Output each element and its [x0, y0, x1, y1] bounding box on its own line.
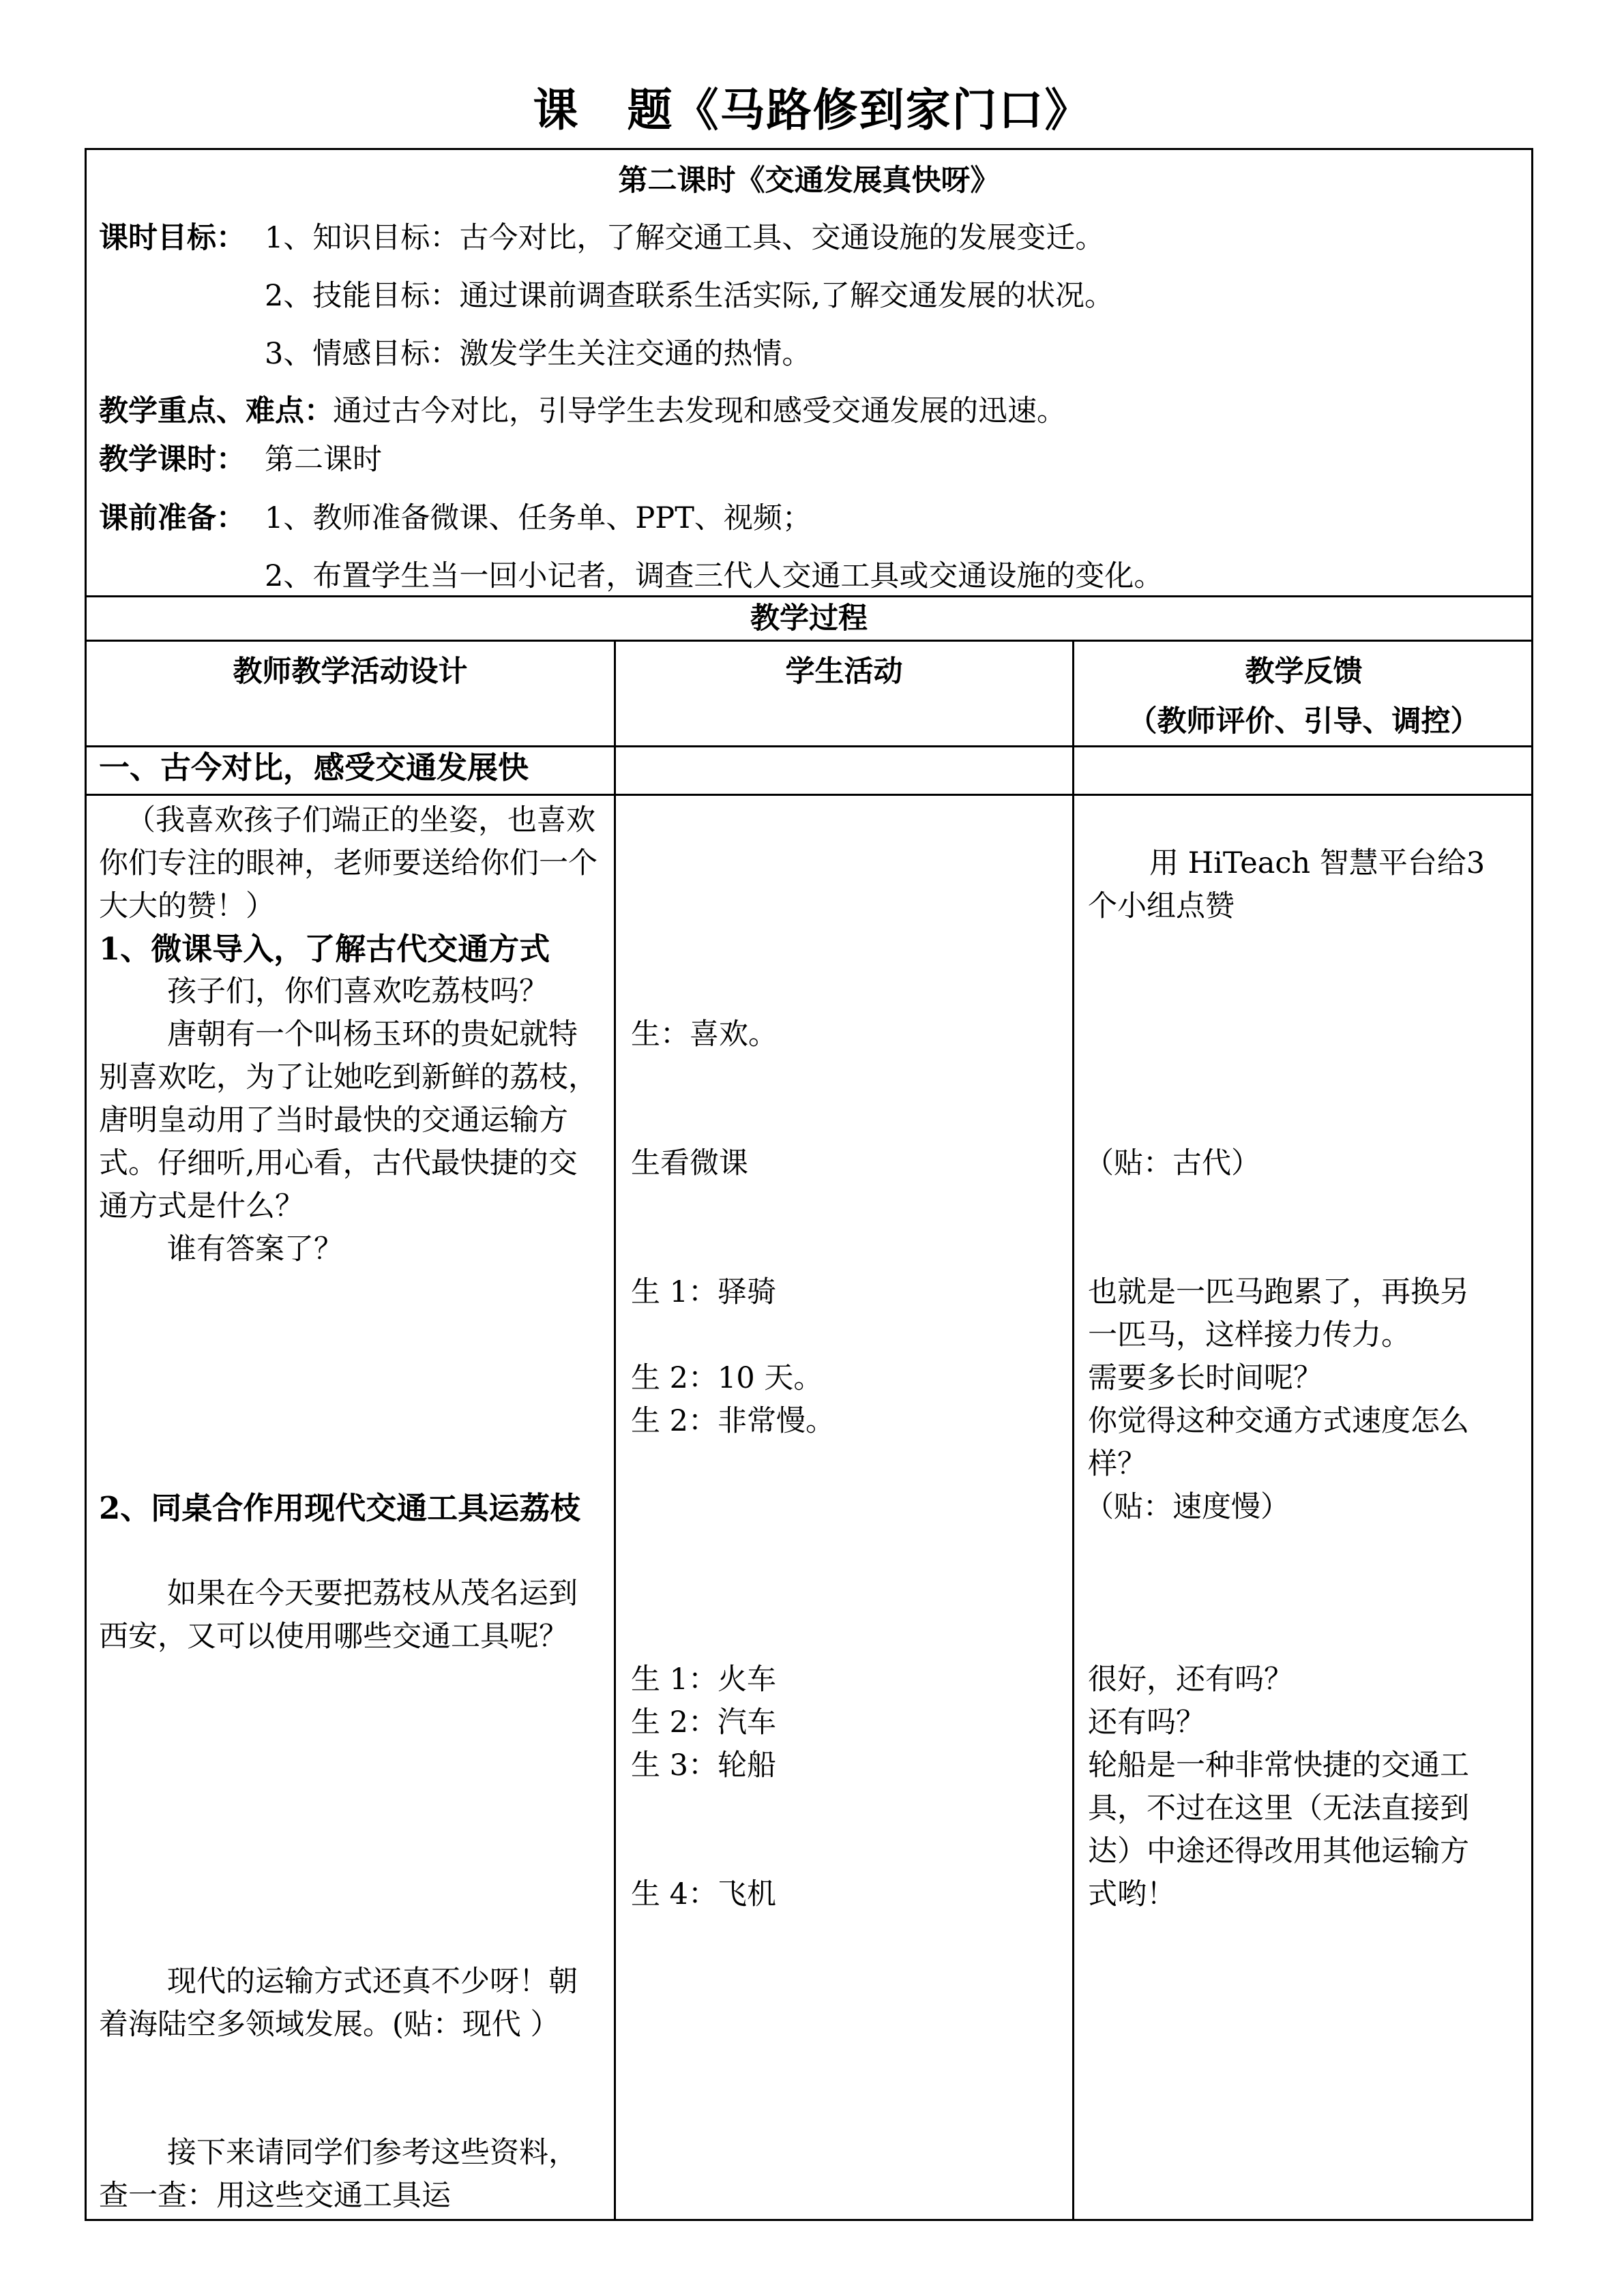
student-response: 生 3：轮船 — [631, 1748, 777, 1783]
keypoints-text: 通过古今对比，引导学生去发现和感受交通发展的迅速。 — [333, 394, 1066, 428]
col-header-teacher: 教师教学活动设计 — [233, 655, 468, 689]
feedback-note: 需要多长时间呢？ — [1088, 1361, 1323, 1395]
student-response: 生 1：驿骑 — [631, 1275, 777, 1309]
lesson-subtitle: 第二课时《交通发展真快呀》 — [618, 164, 1000, 198]
col-header-student: 学生活动 — [785, 655, 903, 689]
objective-item: 1、知识目标：古今对比，了解交通工具、交通设施的发展变迁。 — [265, 221, 1105, 255]
feedback-note: （贴：速度慢） — [1084, 1490, 1290, 1524]
process-header: 教学过程 — [750, 601, 868, 636]
feedback-note: （贴：古代） — [1084, 1146, 1260, 1180]
feedback-note: 也就是一匹马跑累了，再换另一匹马，这样接力传力。 — [1088, 1275, 1469, 1352]
column-divider — [614, 640, 616, 2221]
feedback-note: 还有吗？ — [1088, 1705, 1205, 1740]
teacher-heading-1: 1、微课导入，了解古代交通方式 — [99, 931, 550, 967]
teacher-intro: （我喜欢孩子们端正的坐姿，也喜欢你们专注的眼神，老师要送给你们一个大大的赞！） — [99, 803, 597, 923]
student-response: 生 1：火车 — [631, 1663, 777, 1697]
student-response: 生：喜欢。 — [631, 1017, 778, 1052]
teacher-heading-2: 2、同桌合作用现代交通工具运荔枝 — [99, 1490, 581, 1526]
student-response: 生 2：10 天。 — [631, 1361, 823, 1395]
row-divider — [85, 745, 1533, 747]
row-divider — [85, 794, 1533, 796]
teacher-paragraph: 如果在今天要把荔枝从茂名运到西安，又可以使用哪些交通工具呢？ — [99, 1577, 578, 1654]
feedback-note: 你觉得这种交通方式速度怎么样？ — [1088, 1404, 1469, 1481]
prep-item: 2、布置学生当一回小记者，调查三代人交通工具或交通设施的变化。 — [265, 559, 1164, 593]
keypoints-label: 教学重点、难点： — [99, 394, 334, 428]
feedback-note: 用 HiTeach 智慧平台给3 个小组点赞 — [1088, 846, 1494, 923]
teacher-paragraph: 接下来请同学们参考这些资料，查一查：用这些交通工具运 — [99, 2136, 578, 2213]
row-divider — [85, 640, 1533, 642]
column-divider — [1072, 640, 1074, 2221]
teacher-paragraph: 唐朝有一个叫杨玉环的贵妃就特别喜欢吃，为了让她吃到新鲜的荔枝，唐明皇动用了当时最快的交通运输方式。仔细听,用心看，古代最快捷的交通方式是什么？ — [99, 1017, 597, 1223]
teacher-paragraph: 孩子们，你们喜欢吃荔枝吗？ — [167, 974, 548, 1009]
objective-item: 2、技能目标：通过课前调查联系生活实际,了解交通发展的状况。 — [265, 279, 1114, 313]
objectives-label: 课时目标： — [99, 221, 246, 255]
page-title — [0, 83, 1624, 136]
feedback-note: 轮船是一种非常快捷的交通工具，不过在这里（无法直接到达）中途还得改用其他运输方式哟！ — [1088, 1748, 1469, 1911]
feedback-note: 很好，还有吗？ — [1088, 1663, 1293, 1697]
student-response: 生看微课 — [631, 1146, 748, 1180]
period-text: 第二课时 — [265, 443, 382, 477]
objective-item: 3、情感目标：激发学生关注交通的热情。 — [265, 337, 812, 371]
teacher-paragraph: 现代的运输方式还真不少呀！朝着海陆空多领域发展。(贴：现代 ） — [99, 1965, 578, 2042]
student-response: 生 2：非常慢。 — [631, 1404, 836, 1438]
col-header-feedback-sub: （教师评价、引导、调控） — [1127, 704, 1480, 739]
teacher-paragraph: 谁有答案了？ — [167, 1232, 343, 1266]
student-response: 生 4：飞机 — [631, 1877, 777, 1911]
section-heading: 一、古今对比，感受交通发展快 — [99, 749, 529, 786]
prep-label: 课前准备： — [99, 501, 246, 535]
title-prefix: 课 — [533, 83, 580, 136]
period-label: 教学课时： — [99, 443, 246, 477]
col-header-feedback: 教学反馈 — [1245, 655, 1363, 689]
prep-item: 1、教师准备微课、任务单、PPT、视频； — [265, 501, 812, 535]
student-response: 生 2：汽车 — [631, 1705, 777, 1740]
title-main: 题《马路修到家门口》 — [627, 83, 1091, 136]
